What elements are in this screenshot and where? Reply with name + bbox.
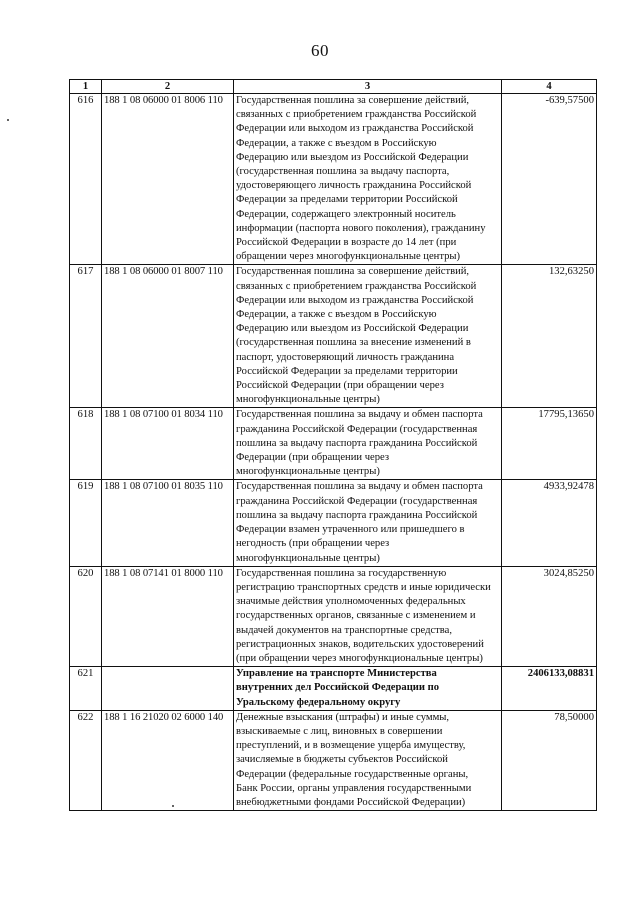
table-row — [70, 667, 597, 711]
amount-cell: 2406133,08831 — [502, 667, 597, 711]
budget-code-cell: 188 1 08 06000 01 8006 110 — [102, 94, 234, 265]
description-cell: Государственная пошлина за государственную регистрацию транспортных средств и иные юридически значимые действия уполномоченных федеральных государственных органов, связанные с изменением и выдачей документов на транспортные средства, регистрационных знаков, водительских удостоверений (при обращении через многофункциональные центры) — [234, 566, 502, 666]
table-row — [70, 408, 597, 480]
column-header-1: 1 — [70, 80, 102, 94]
amount-cell: -639,57500 — [502, 94, 597, 265]
table-row — [70, 480, 597, 566]
budget-code-cell: 188 1 16 21020 02 6000 140 — [102, 710, 234, 810]
budget-code-cell: 188 1 08 07141 01 8000 110 — [102, 566, 234, 666]
page-number: 60 — [311, 41, 329, 60]
description-cell: Денежные взыскания (штрафы) и иные суммы, взыскиваемые с лиц, виновных в совершении преступлений, и в возмещение ущерба имуществу, зачисляемые в бюджеты субъектов Российской Федерации (федеральные государственные органы, Банк России, органы управления государственными внебюджетными фондами Российской Федерации) — [234, 710, 502, 810]
amount-cell: 78,50000 — [502, 710, 597, 810]
column-header-2: 2 — [102, 80, 234, 94]
table-row — [70, 710, 597, 810]
row-number-cell: 621 — [70, 667, 102, 711]
margin-dot — [172, 805, 174, 807]
table-row — [70, 265, 597, 408]
description-cell: Государственная пошлина за выдачу и обмен паспорта гражданина Российской Федерации (государственная пошлина за выдачу паспорта гражданина Российской Федерации (при обращении через многофункциональные центры) — [234, 408, 502, 480]
table-body — [70, 94, 597, 811]
row-number-cell: 616 — [70, 94, 102, 265]
row-number-cell: 620 — [70, 566, 102, 666]
budget-code-cell: 188 1 08 07100 01 8035 110 — [102, 480, 234, 566]
row-number-cell: 618 — [70, 408, 102, 480]
row-number-cell: 617 — [70, 265, 102, 408]
margin-dot — [7, 119, 9, 121]
amount-cell: 132,63250 — [502, 265, 597, 408]
column-header-3: 3 — [234, 80, 502, 94]
budget-code-cell: 188 1 08 07100 01 8034 110 — [102, 408, 234, 480]
amount-cell: 17795,13650 — [502, 408, 597, 480]
column-header-4: 4 — [502, 80, 597, 94]
table-row — [70, 94, 597, 265]
row-number-cell: 619 — [70, 480, 102, 566]
row-number-cell: 622 — [70, 710, 102, 810]
table-row — [70, 566, 597, 666]
description-cell: Управление на транспорте Министерства внутренних дел Российской Федерации по Уральскому федеральному округу — [234, 667, 502, 711]
table-header-row — [70, 80, 597, 94]
amount-cell: 3024,85250 — [502, 566, 597, 666]
description-cell: Государственная пошлина за совершение действий, связанных с приобретением гражданства Российской Федерации или выходом из гражданства Российской Федерации, а также с въездом в Российскую Федерацию или выездом из Российской Федерации (государственная пошлина за внесение изменений в паспорт, удостоверяющий личность гражданина Российской Федерации за пределами территории Российской Федерации (при обращении через многофункциональные центры) — [234, 265, 502, 408]
budget-code-cell — [102, 667, 234, 711]
budget-code-cell: 188 1 08 06000 01 8007 110 — [102, 265, 234, 408]
description-cell: Государственная пошлина за совершение действий, связанных с приобретением гражданства Российской Федерации или выходом из гражданства Российской Федерации, а также с въездом в Российскую Федерацию или выездом из Российской Федерации (государственная пошлина за выдачу паспорта, удостоверяющего личность гражданина Российской Федерации за пределами территории Российской Федерации, содержащего электронный носитель информации (паспорта нового поколения), гражданину Российской Федерации в возрасте до 14 лет (при обращении через многофункциональные центры) — [234, 94, 502, 265]
budget-revenue-table — [69, 79, 597, 811]
amount-cell: 4933,92478 — [502, 480, 597, 566]
description-cell: Государственная пошлина за выдачу и обмен паспорта гражданина Российской Федерации (государственная пошлина за выдачу паспорта гражданина Российской Федерации взамен утраченного или пришедшего в негодность (при обращении через многофункциональные центры) — [234, 480, 502, 566]
